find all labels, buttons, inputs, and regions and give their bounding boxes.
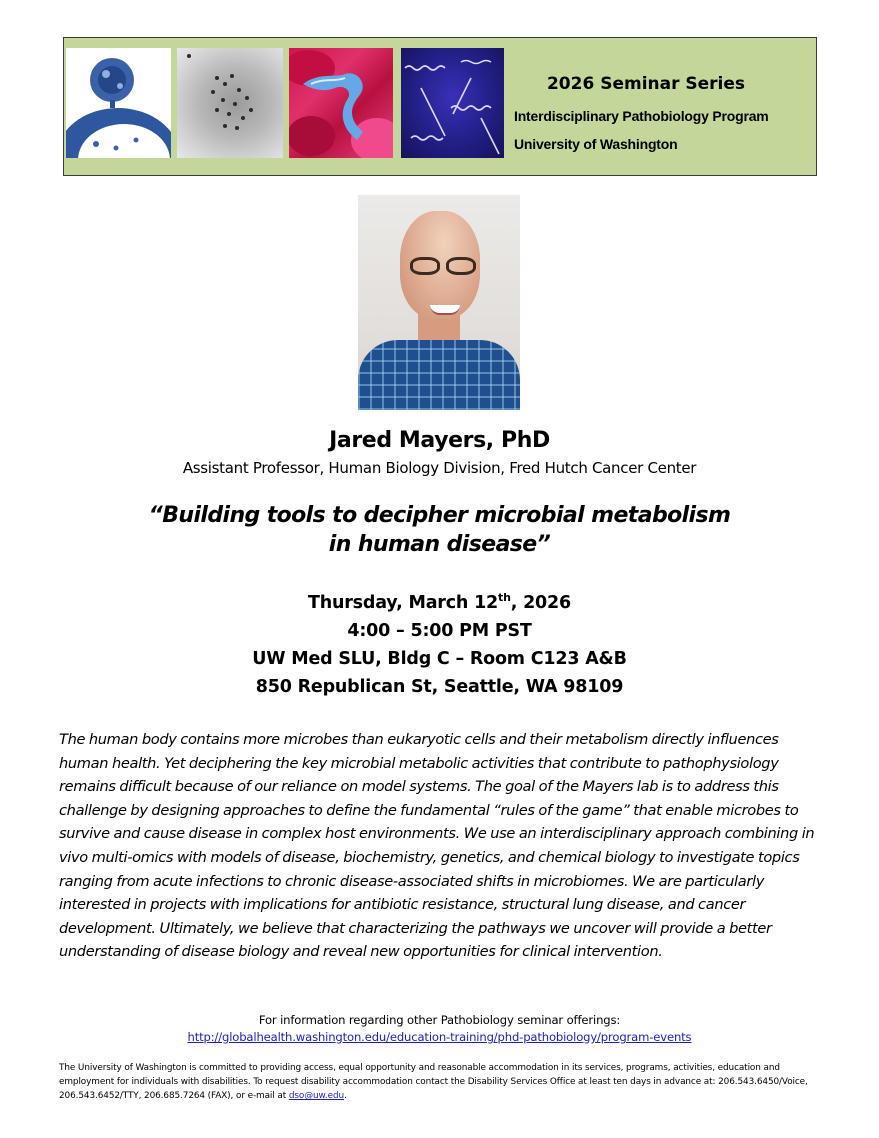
- program-name: Interdisciplinary Pathobiology Program: [514, 108, 769, 124]
- event-address: 850 Republican St, Seattle, WA 98109: [255, 677, 624, 697]
- electron-micrograph-cell-image: [177, 48, 283, 158]
- event-date: [0, 589, 879, 617]
- speaker-name: Jared Mayers, PhD: [329, 428, 550, 453]
- event-location: UW Med SLU, Bldg C – Room C123 A&B: [252, 649, 627, 669]
- info-text: For information regarding other Pathobiology seminar offerings:: [258, 1013, 621, 1027]
- spirochete-bacteria-image: [401, 48, 504, 158]
- microscopy-blue-cells-image: [66, 48, 171, 158]
- disclaimer-text: The University of Washington is committed to providing access, equal opportunity and reasonable accommodation in its services, programs, activities, education and employment for individuals with disabilities. To request disability accommodation contact the Disability Services Office at least ten days in advance at: 206.543.6450/Voice, 206.543.6452/TTY, 206.685.7264 (FAX), or e-mail at: [59, 1063, 808, 1102]
- talk-title-line-1: “Building tools to decipher microbial metabolism: [148, 503, 731, 528]
- speaker-photo: [358, 195, 520, 410]
- trypanosome-red-blood-cells-image: [289, 48, 393, 158]
- speaker-block: [0, 426, 879, 478]
- series-title: 2026 Seminar Series: [546, 74, 746, 94]
- dso-email-link[interactable]: dso@uw.edu: [288, 1091, 344, 1102]
- event-year: , 2026: [510, 593, 571, 613]
- disclaimer-end: .: [344, 1091, 347, 1102]
- event-time: 4:00 – 5:00 PM PST: [347, 621, 532, 641]
- talk-title: [0, 501, 879, 559]
- banner-text: [512, 38, 812, 175]
- talk-title-line-2: in human disease”: [328, 532, 551, 557]
- plaid-shirt: [358, 340, 520, 410]
- event-details: [0, 589, 879, 701]
- accessibility-disclaimer: [59, 1061, 829, 1104]
- speaker-affiliation: Assistant Professor, Human Biology Division, Fred Hutch Cancer Center: [182, 459, 697, 477]
- university-name: University of Washington: [514, 136, 678, 152]
- seminar-banner: [63, 37, 817, 176]
- ordinal-suffix: th: [498, 591, 511, 605]
- glasses-icon: [410, 257, 488, 277]
- program-events-link[interactable]: http://globalhealth.washington.edu/education-training/phd-pathobiology/program-events: [187, 1030, 692, 1044]
- seminar-info: [0, 1012, 879, 1046]
- talk-abstract: The human body contains more microbes than eukaryotic cells and their metabolism directly influences human health. Yet deciphering the key microbial metabolic activities that contribute to pathophysiology remains difficult because of our reliance on model systems. The goal of the Mayers lab is to address this challenge by designing approaches to define the fundamental “rules of the game” that enable microbes to survive and cause disease in complex host environments. We use an interdisciplinary approach combining in vivo multi-omics with models of disease, biochemistry, genetics, and chemical biology to investigate topics ranging from acute infections to chronic disease-associated shifts in microbiomes. We are particularly interested in projects with implications for antibiotic resistance, structural lung disease, and cancer development. Ultimately, we believe that characterizing the pathways we uncover will provide a better understanding of disease biology and reveal new opportunities for clinical intervention.: [59, 731, 815, 961]
- event-date-text: Thursday, March 12: [308, 593, 499, 613]
